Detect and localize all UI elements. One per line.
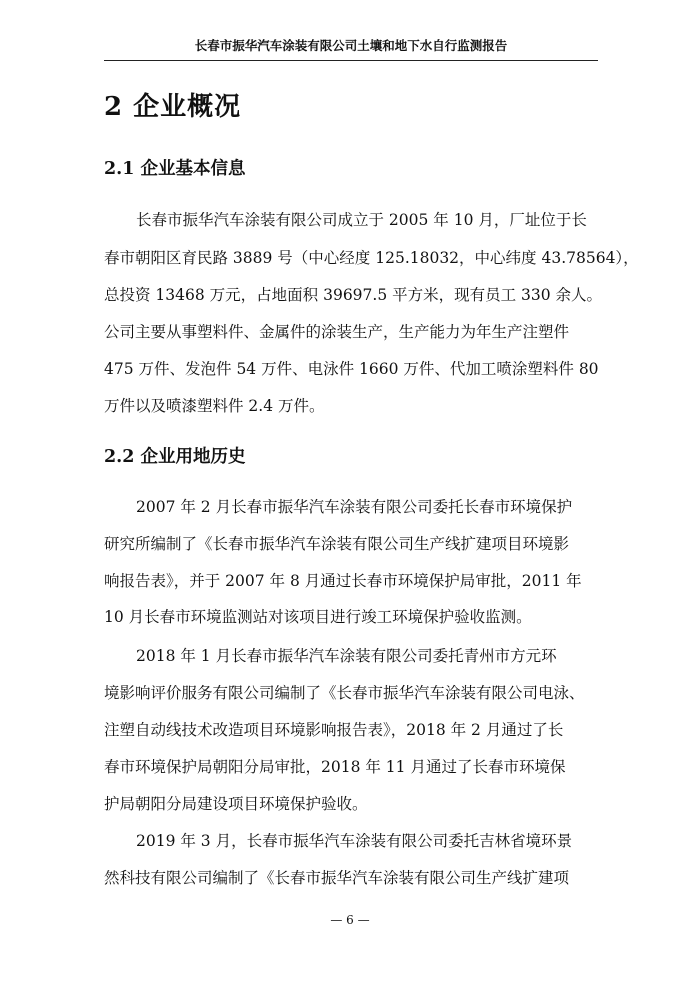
paragraph-line: 总投资 13468 万元，占地面积 39697.5 平方米，现有员工 330 余人。 bbox=[104, 286, 603, 304]
section-title: 2 企业概况 bbox=[104, 92, 242, 122]
paragraph-line: 注塑自动线技术改造项目环境影响报告表》，2018 年 2 月通过了长 bbox=[104, 721, 564, 739]
header-rule bbox=[104, 60, 598, 61]
paragraph-line: 春市环境保护局朝阳分局审批，2018 年 11 月通过了长春市环境保 bbox=[104, 758, 566, 776]
subsection-title-2-1: 2.1 企业基本信息 bbox=[104, 159, 246, 179]
paragraph-line: 研究所编制了《长春市振华汽车涂装有限公司生产线扩建项目环境影 bbox=[104, 535, 570, 553]
paragraph-line: 2018 年 1 月长春市振华汽车涂装有限公司委托青州市方元环 bbox=[136, 647, 557, 665]
paragraph-line: 10 月长春市环境监测站对该项目进行竣工环境保护验收监测。 bbox=[104, 608, 532, 626]
paragraph-line: 长春市振华汽车涂装有限公司成立于 2005 年 10 月，厂址位于长 bbox=[136, 211, 587, 229]
paragraph-line: 境影响评价服务有限公司编制了《长春市振华汽车涂装有限公司电泳、 bbox=[104, 684, 585, 702]
paragraph-line: 公司主要从事塑料件、金属件的涂装生产，生产能力为年生产注塑件 bbox=[104, 323, 570, 341]
paragraph-line: 2019 年 3 月，长春市振华汽车涂装有限公司委托吉林省境环景 bbox=[136, 832, 573, 850]
page-number: — 6 — bbox=[330, 913, 370, 927]
paragraph-line: 2007 年 2 月长春市振华汽车涂装有限公司委托长春市环境保护 bbox=[136, 498, 573, 516]
paragraph-line: 万件以及喷漆塑料件 2.4 万件。 bbox=[104, 397, 325, 415]
paragraph-line: 响报告表》，并于 2007 年 8 月通过长春市环境保护局审批，2011 年 bbox=[104, 572, 582, 590]
paragraph-line: 然科技有限公司编制了《长春市振华汽车涂装有限公司生产线扩建项 bbox=[104, 869, 570, 887]
subsection-title-2-2: 2.2 企业用地历史 bbox=[104, 447, 246, 467]
paragraph-line: 护局朝阳分局建设项目环境保护验收。 bbox=[104, 795, 368, 813]
paragraph-line: 475 万件、发泡件 54 万件、电泳件 1660 万件、代加工喷涂塑料件 80 bbox=[104, 360, 599, 378]
header-title: 长春市振华汽车涂装有限公司土壤和地下水自行监测报告 bbox=[194, 38, 508, 53]
paragraph-line: 春市朝阳区育民路 3889 号（中心经度 125.18032，中心纬度 43.78564）， bbox=[104, 249, 639, 267]
